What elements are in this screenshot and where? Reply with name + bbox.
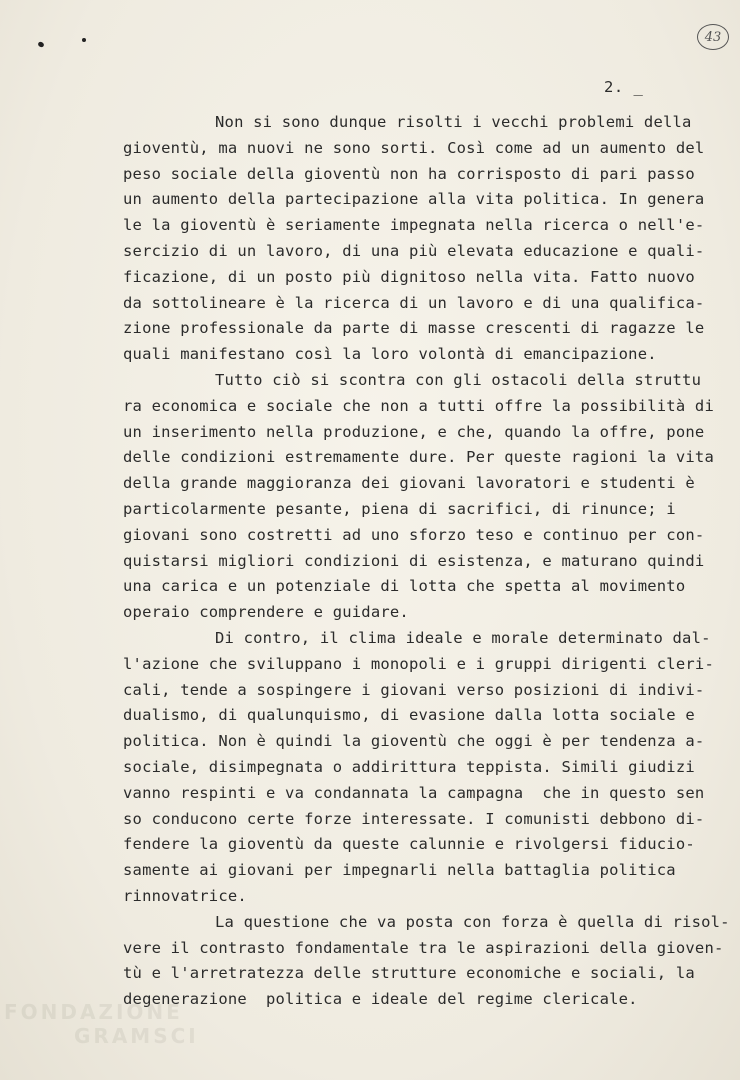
text-line: da sottolineare è la ricerca di un lavoro e di una qualifica- [123,293,705,312]
text-line: ra economica e sociale che non a tutti offre la possibilità di [123,396,714,415]
text-line: l'azione che sviluppano i monopoli e i gruppi dirigenti cleri- [123,654,714,673]
body-text [123,110,730,1013]
text-line: sociale, disimpegnata o addirittura teppista. Simili giudizi [123,757,695,776]
handwritten-page-number [697,24,729,50]
watermark-line: GRAMSCI [74,1024,199,1048]
text-line: un inserimento nella produzione, e che, quando la offre, pone [123,422,705,441]
text-line: politica. Non è quindi la gioventù che oggi è per tendenza a- [123,732,705,751]
text-line: quistarsi migliori condizioni di esistenza, e maturano quindi [123,551,705,570]
text-line: dualismo, di qualunquismo, di evasione dalla lotta sociale e [123,706,695,725]
text-line: delle condizioni estremamente dure. Per queste ragioni la vita [123,448,714,467]
text-line: samente ai giovani per impegnarli nella battaglia politica [123,861,676,880]
text-line: vere il contrasto fondamentale tra le aspirazioni della gioven- [123,938,724,957]
text-line: Tutto ciò si scontra con gli ostacoli della struttu [215,370,702,389]
text-line: le la gioventù è seriamente impegnata nella ricerca o nell'e- [123,216,705,235]
text-line: una carica e un potenziale di lotta che spetta al movimento [123,577,686,596]
ink-mark [37,41,45,48]
text-line: La questione che va posta con forza è quella di risol- [215,912,730,931]
text-line: vanno respinti e va condannata la campagna che in questo sen [123,783,705,802]
text-line: so conducono certe forze interessate. I comunisti debbono di- [123,809,705,828]
text-line: fendere la gioventù da queste calunnie e rivolgersi fiducio- [123,835,695,854]
text-line: giovani sono costretti ad uno sforzo teso e continuo per con- [123,525,705,544]
text-line: Non si sono dunque risolti i vecchi problemi della [215,113,692,131]
text-line: zione professionale da parte di masse crescenti di ragazze le [123,319,705,338]
text-line: sercizio di un lavoro, di una più elevata educazione e quali- [123,241,705,260]
text-line: degenerazione politica e ideale del regime clericale. [123,990,638,1009]
text-line: cali, tende a sospingere i giovani verso posizioni di indivi- [123,680,705,699]
text-line: peso sociale della gioventù non ha corrisposto di pari passo [123,164,695,183]
text-line: operaio comprendere e guidare. [123,603,409,622]
text-line: Di contro, il clima ideale e morale determinato dal- [215,628,711,647]
text-line: quali manifestano così la loro volontà di emancipazione. [123,345,657,364]
handwritten-page-number-text: 43 [704,29,722,45]
text-line: particolarmente pesante, piena di sacrifici, di rinunce; i [123,499,676,518]
watermark [4,1000,199,1048]
ink-mark [82,38,86,42]
text-line: rinnovatrice. [123,886,247,905]
text-line: tù e l'arretratezza delle strutture economiche e sociali, la [123,964,695,983]
text-line: gioventù, ma nuovi ne sono sorti. Così come ad un aumento del [123,138,705,157]
text-line: un aumento della partecipazione alla vita politica. In genera [123,190,705,209]
typed-page-number: 2. _ [604,78,644,96]
text-line: della grande maggioranza dei giovani lavoratori e studenti è [123,474,695,493]
text-line: ficazione, di un posto più dignitoso nella vita. Fatto nuovo [123,267,695,286]
watermark-line: FONDAZIONE [4,1000,183,1024]
